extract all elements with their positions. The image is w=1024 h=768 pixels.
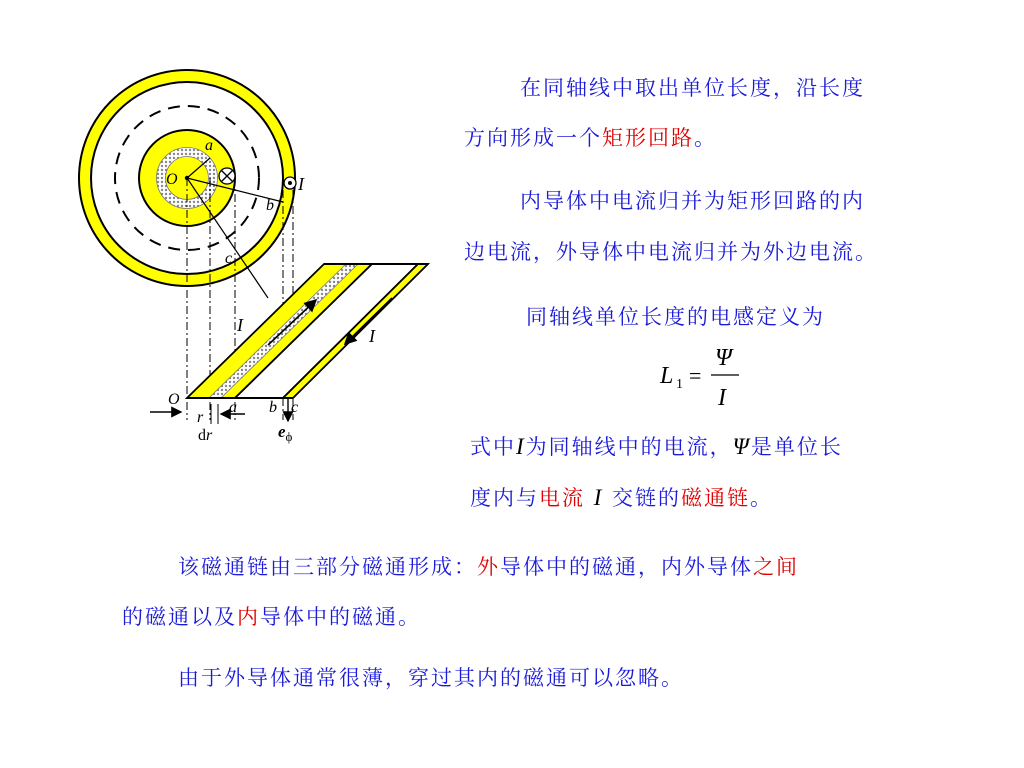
highlight-between: 之间 [753,555,799,579]
label-b: b [266,197,274,214]
para4-line1 [470,431,843,461]
current-out-of-page-icon [284,177,296,189]
highlight-inner: 内 [237,605,260,629]
current-symbol: I [516,434,526,459]
para5-line2-a: 的磁通以及 [122,605,237,629]
para5-line1 [178,551,799,581]
para5-line1-b: 导体中的磁通，内外导体 [500,555,753,579]
highlight-outer: 外 [477,555,500,579]
para4-line2-b: 交链的 [612,486,682,510]
para2-line1: 内导体中电流归并为矩形回路的内 [520,189,865,213]
cross-section [79,70,305,298]
para2-line2: 边电流，外导体中电流归并为外边电流。 [464,240,878,264]
para4-line1-b: 为同轴线中的电流， [525,435,733,459]
para3-line1: 同轴线单位长度的电感定义为 [526,305,825,329]
para6-line1: 由于外导体通常很薄，穿过其内的磁通可以忽略。 [178,666,684,690]
svg-text:=: = [689,363,702,388]
para4-line2-a: 度内与 [470,486,539,510]
label-c: c [225,250,233,267]
label-current: I [298,174,304,194]
para1-line2 [464,122,717,152]
para4-line1-c: 是单位长 [750,435,843,459]
rectangular-loop [187,264,428,398]
para4-line1-a: 式中 [470,435,516,459]
inductance-formula [655,345,765,415]
para5-line2 [122,601,421,631]
label-b-bottom: b [269,399,277,416]
label-dr: dr [198,427,213,444]
label-r: r [197,409,204,426]
highlight-flux-linkage: 磁通链 [681,486,751,510]
label-o-bottom: O [168,391,180,408]
para4-line2 [470,482,773,512]
label-current-inner: I [237,315,243,335]
label-e-phi: $e_\phi$ [278,422,293,444]
label-a-bottom: a [229,399,237,416]
para1-line2-suffix: 。 [694,126,717,150]
para4-line2-c: 。 [750,486,774,510]
psi-symbol: Ψ [732,434,751,459]
svg-text:1: 1 [676,377,683,392]
current-into-page-icon [219,168,235,184]
label-current-outer: I [369,326,375,346]
label-c-bottom: c [291,399,299,416]
svg-text:Ψ: Ψ [715,345,732,371]
svg-text:I: I [718,385,726,411]
para1-line1: 在同轴线中取出单位长度，沿长度 [520,76,865,100]
highlight-current: 电流 [539,486,585,510]
label-o: O [166,171,178,188]
svg-text:L: L [660,363,674,389]
para5-line1-a: 该磁通链由三部分磁通形成： [178,555,477,579]
coax-diagram [0,0,460,460]
para1-line2-prefix: 方向形成一个 [464,126,602,150]
current-symbol-2: I [593,485,604,510]
label-a: a [205,137,213,154]
para5-line2-b: 导体中的磁通。 [260,605,421,629]
highlight-rect-loop: 矩形回路 [602,126,694,150]
